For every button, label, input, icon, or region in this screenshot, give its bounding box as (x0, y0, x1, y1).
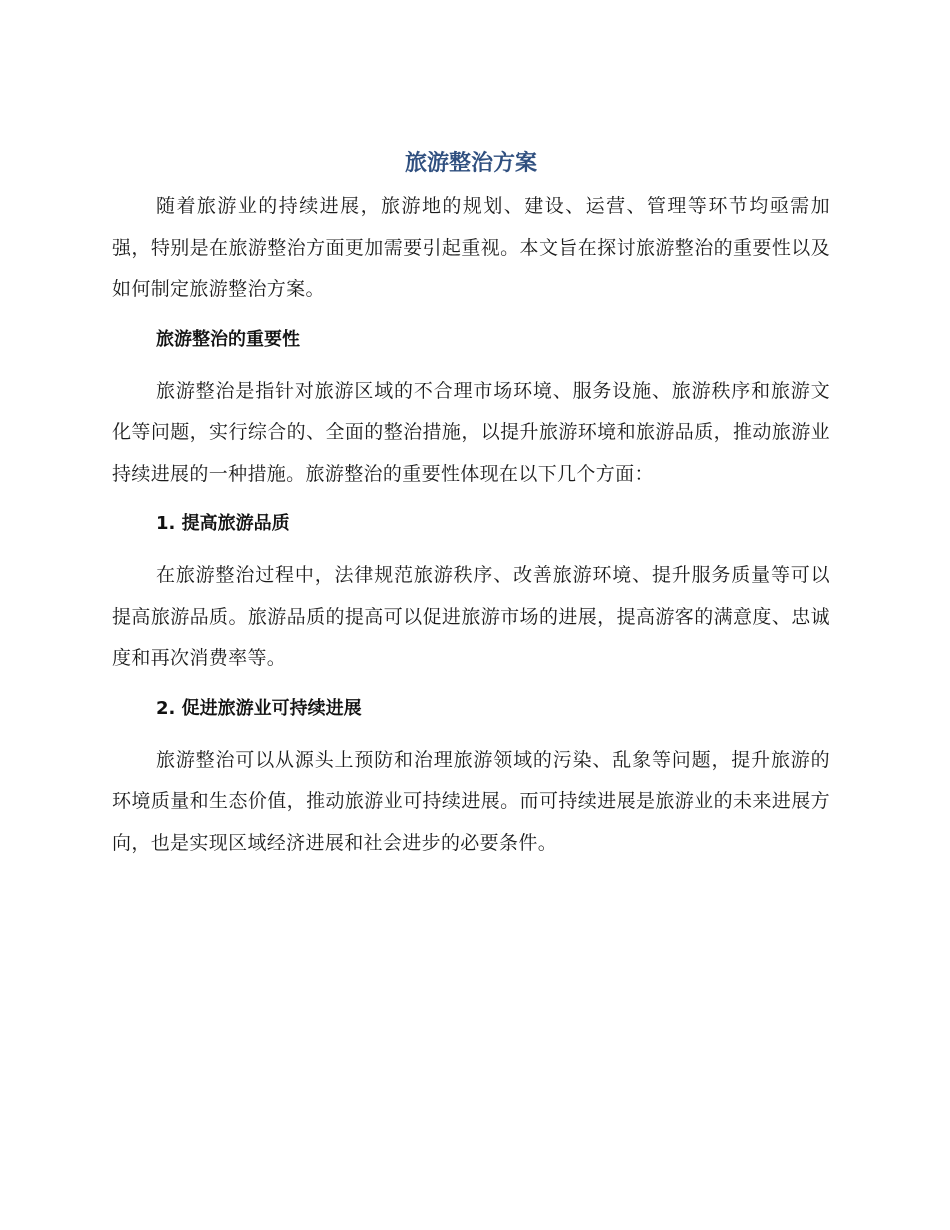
section-heading-importance: 旅游整治的重要性 (156, 328, 300, 350)
document-title: 旅游整治方案 (404, 151, 537, 176)
section-body-quality: 在旅游整治过程中，法律规范旅游秩序、改善旅游环境、提升服务质量等可以提高旅游品质。旅游品质的提高可以促进旅游市场的进展，提高游客的满意度、忠诚度和再次消费率等。 (112, 564, 830, 669)
section-heading-sustainability: 2. 促进旅游业可持续进展 (156, 697, 362, 719)
section-body-sustainability: 旅游整治可以从源头上预防和治理旅游领域的污染、乱象等问题，提升旅游的环境质量和生态价值，推动旅游业可持续进展。而可持续进展是旅游业的未来进展方向，也是实现区域经济进展和社会进步的必要条件。 (112, 748, 830, 854)
section-heading-quality: 1. 提高旅游品质 (156, 513, 290, 534)
document-page (112, 146, 830, 864)
intro-paragraph: 随着旅游业的持续进展，旅游地的规划、建设、运营、管理等环节均亟需加强，特别是在旅游整治方面更加需要引起重视。本文旨在探讨旅游整治的重要性以及如何制定旅游整治方案。 (112, 195, 830, 300)
section-body-importance: 旅游整治是指针对旅游区域的不合理市场环境、服务设施、旅游秩序和旅游文化等问题，实行综合的、全面的整治措施，以提升旅游环境和旅游品质，推动旅游业持续进展的一种措施。旅游整治的重要性体现在以下几个方面： (112, 379, 830, 485)
